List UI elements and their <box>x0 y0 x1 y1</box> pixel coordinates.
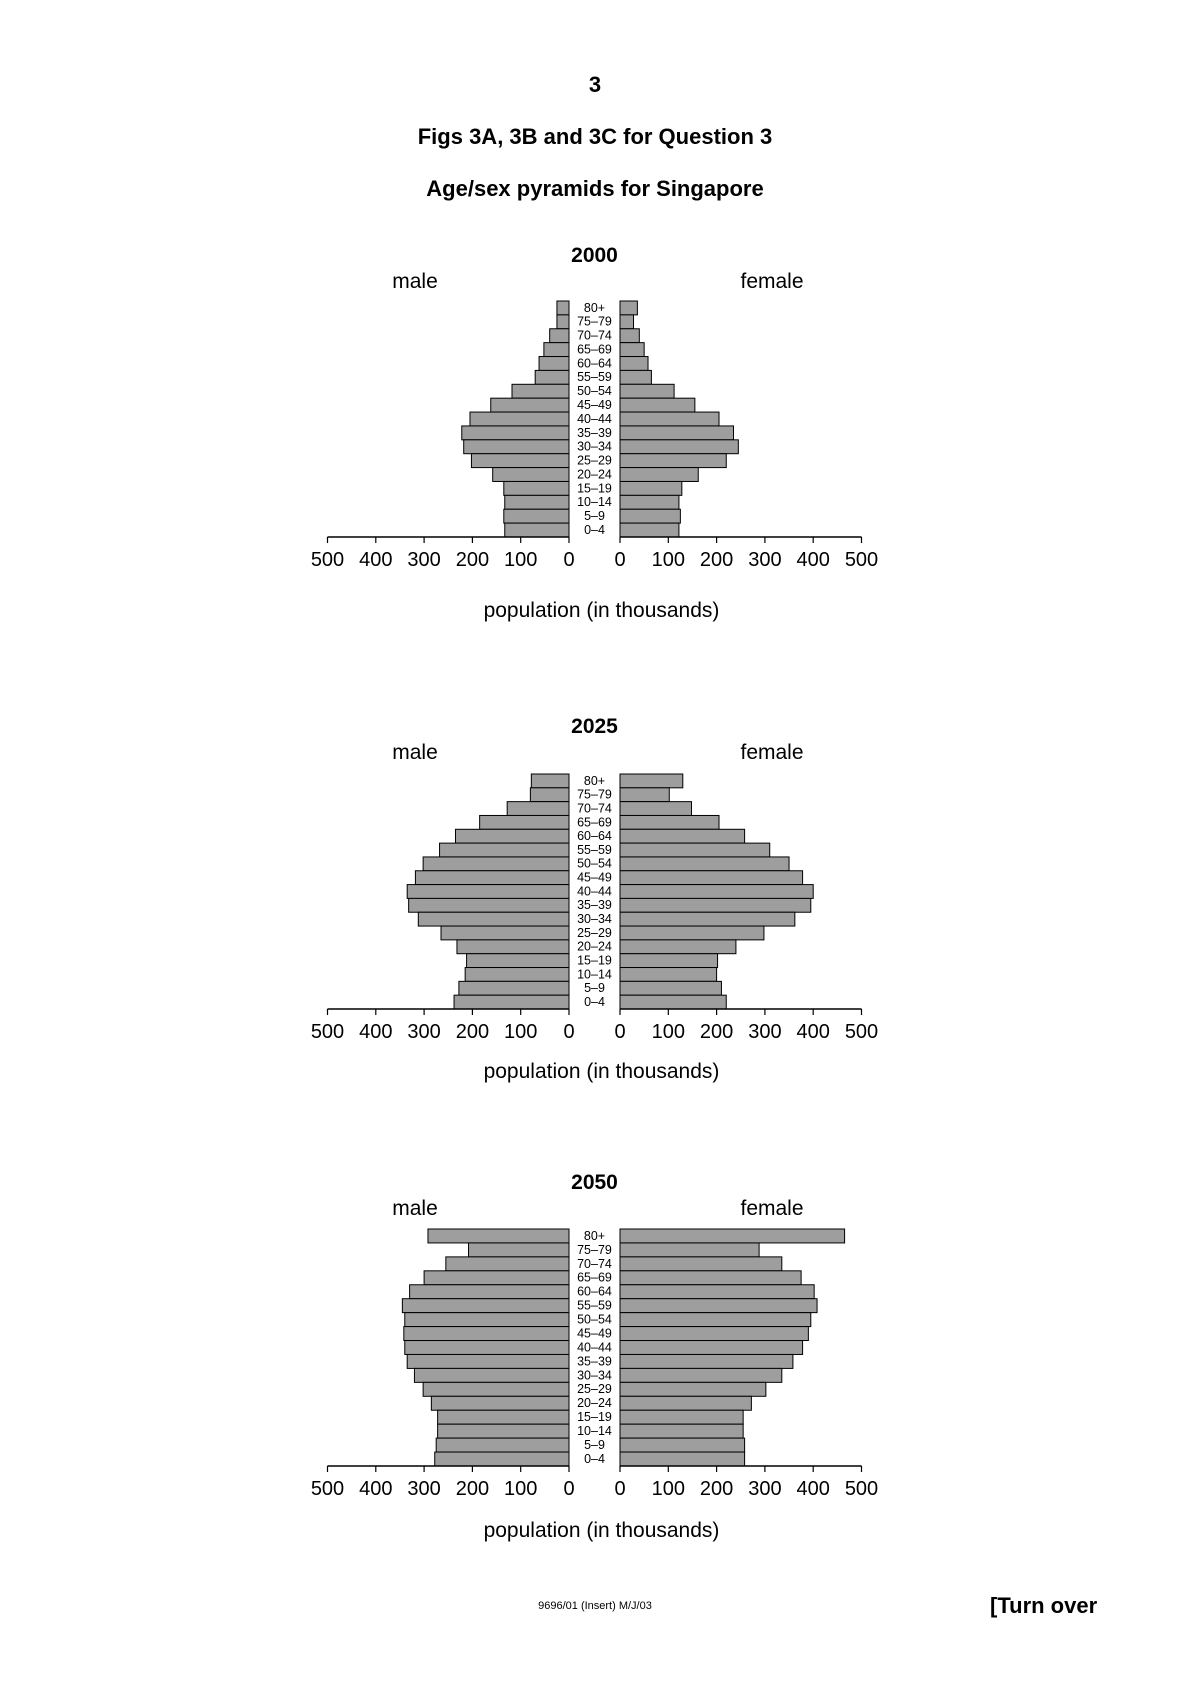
age-group-label: 0–4 <box>584 1451 605 1466</box>
female-bar <box>620 426 734 440</box>
female-bar <box>620 301 637 315</box>
age-group-label: 10–14 <box>577 495 612 510</box>
age-group-label: 70–74 <box>577 328 612 343</box>
x-tick-label: 300 <box>748 1021 782 1043</box>
male-bar <box>493 468 569 482</box>
male-bar <box>557 315 569 329</box>
male-bar <box>428 1229 569 1243</box>
age-group-label: 60–64 <box>577 1284 612 1299</box>
age-group-label: 0–4 <box>584 994 605 1009</box>
female-bar <box>620 384 674 398</box>
female-bar <box>620 940 736 954</box>
female-bar <box>620 1299 817 1313</box>
female-bar <box>620 1229 845 1243</box>
female-bar <box>620 1424 743 1438</box>
female-bar <box>620 481 682 495</box>
age-group-label: 55–59 <box>577 1298 612 1313</box>
x-tick-label: 100 <box>504 1478 538 1500</box>
male-bar <box>438 1410 569 1424</box>
female-bar <box>620 523 679 537</box>
age-group-label: 20–24 <box>577 1396 612 1411</box>
x-tick-label: 0 <box>614 1021 626 1043</box>
age-group-label: 5–9 <box>584 1437 605 1452</box>
age-group-label: 75–79 <box>577 1242 612 1257</box>
age-group-label: 5–9 <box>584 509 605 524</box>
female-bar <box>620 981 721 995</box>
age-group-label: 45–49 <box>577 398 612 413</box>
male-bar <box>405 1313 569 1327</box>
x-tick-label: 200 <box>699 1021 734 1043</box>
x-tick-label: 400 <box>796 549 830 571</box>
footer-code: 9696/01 (Insert) M/J/03 <box>538 1600 652 1612</box>
female-bar <box>620 329 639 343</box>
male-bar <box>418 912 569 926</box>
male-bar <box>539 357 569 371</box>
male-bar <box>405 1341 569 1355</box>
x-tick-label: 400 <box>359 1021 393 1043</box>
age-group-label: 40–44 <box>577 884 612 899</box>
age-group-label: 30–34 <box>577 912 612 927</box>
chart-title: 2000 <box>571 244 618 267</box>
female-bar <box>620 1382 766 1396</box>
x-tick-label: 500 <box>844 1021 879 1043</box>
x-tick-label: 400 <box>359 1478 393 1500</box>
male-bar <box>462 426 569 440</box>
age-group-label: 20–24 <box>577 939 612 954</box>
age-group-label: 50–54 <box>577 856 612 871</box>
age-group-label: 80+ <box>583 773 606 788</box>
female-bar <box>620 1285 814 1299</box>
age-group-label: 40–44 <box>577 1340 612 1355</box>
x-tick-label: 0 <box>563 1478 575 1500</box>
female-bar <box>620 857 789 871</box>
age-group-label: 75–79 <box>577 314 612 329</box>
age-group-label: 65–69 <box>577 815 612 830</box>
female-bar <box>620 357 648 371</box>
age-group-label: 60–64 <box>577 829 612 844</box>
age-group-label: 35–39 <box>577 898 612 913</box>
x-tick-label: 0 <box>614 549 626 571</box>
age-group-label: 15–19 <box>577 1410 612 1425</box>
age-group-label: 55–59 <box>577 842 612 857</box>
age-group-label: 55–59 <box>577 370 612 385</box>
female-bar <box>620 495 679 509</box>
female-bar <box>620 1438 745 1452</box>
male-bar <box>505 523 569 537</box>
age-group-label: 25–29 <box>577 1382 612 1397</box>
female-bar <box>620 315 634 329</box>
female-label: female <box>740 741 804 764</box>
female-bar <box>620 509 680 523</box>
age-group-label: 30–34 <box>577 439 612 454</box>
x-tick-label: 300 <box>407 1021 441 1043</box>
x-tick-label: 200 <box>455 1021 490 1043</box>
female-bar <box>620 440 738 454</box>
female-bar <box>620 954 718 968</box>
female-bar <box>620 343 644 357</box>
male-bar <box>465 968 569 982</box>
male-bar <box>467 954 569 968</box>
female-bar <box>620 1327 808 1341</box>
age-group-label: 30–34 <box>577 1368 612 1383</box>
male-bar <box>470 412 569 426</box>
female-label: female <box>740 1197 804 1220</box>
female-bar <box>620 774 683 788</box>
female-bar <box>620 1368 782 1382</box>
female-bar <box>620 1243 759 1257</box>
x-tick-label: 200 <box>699 1478 734 1500</box>
male-bar <box>410 1285 569 1299</box>
x-tick-label: 400 <box>796 1021 830 1043</box>
male-bar <box>423 1382 569 1396</box>
female-bar <box>620 468 698 482</box>
age-group-label: 80+ <box>583 1228 606 1243</box>
x-tick-label: 100 <box>651 1478 685 1500</box>
male-bar <box>504 481 569 495</box>
male-bar <box>557 301 569 315</box>
male-bar <box>471 454 569 468</box>
age-group-label: 15–19 <box>577 953 612 968</box>
female-bar <box>620 968 717 982</box>
female-bar <box>620 885 813 899</box>
x-tick-label: 400 <box>796 1478 830 1500</box>
female-bar <box>620 1410 743 1424</box>
female-bar <box>620 1396 751 1410</box>
female-bar <box>620 926 764 940</box>
x-tick-label: 100 <box>504 1021 538 1043</box>
age-group-label: 10–14 <box>577 1424 612 1439</box>
female-bar <box>620 398 695 412</box>
x-tick-label: 400 <box>359 549 393 571</box>
age-group-label: 50–54 <box>577 384 612 399</box>
age-group-label: 10–14 <box>577 967 612 982</box>
x-tick-label: 100 <box>651 549 685 571</box>
male-label: male <box>392 270 438 293</box>
male-bar <box>512 384 569 398</box>
x-tick-label: 100 <box>651 1021 685 1043</box>
female-bar <box>620 1257 782 1271</box>
male-bar <box>407 885 569 899</box>
x-tick-label: 300 <box>407 1478 441 1500</box>
female-bar <box>620 1452 745 1466</box>
male-bar <box>409 898 569 912</box>
age-group-label: 15–19 <box>577 481 612 496</box>
x-tick-label: 200 <box>455 1478 490 1500</box>
age-group-label: 35–39 <box>577 1354 612 1369</box>
x-tick-label: 500 <box>310 1478 345 1500</box>
age-group-label: 25–29 <box>577 453 612 468</box>
age-group-label: 60–64 <box>577 356 612 371</box>
female-bar <box>620 802 691 816</box>
male-bar <box>544 343 569 357</box>
male-bar <box>455 829 569 843</box>
female-bar <box>620 1271 801 1285</box>
female-bar <box>620 829 745 843</box>
male-bar <box>402 1299 569 1313</box>
x-tick-label: 100 <box>504 549 538 571</box>
female-bar <box>620 815 719 829</box>
female-bar <box>620 412 719 426</box>
male-bar <box>531 774 569 788</box>
age-group-label: 0–4 <box>584 522 605 537</box>
age-group-label: 45–49 <box>577 870 612 885</box>
age-group-label: 70–74 <box>577 1256 612 1271</box>
age-group-label: 5–9 <box>584 981 605 996</box>
age-group-label: 65–69 <box>577 1270 612 1285</box>
age-group-label: 45–49 <box>577 1326 612 1341</box>
male-bar <box>407 1354 569 1368</box>
male-bar <box>480 815 569 829</box>
female-bar <box>620 995 726 1009</box>
male-bar <box>404 1327 569 1341</box>
age-group-label: 65–69 <box>577 342 612 357</box>
male-bar <box>440 843 569 857</box>
age-group-label: 20–24 <box>577 467 612 482</box>
x-tick-label: 0 <box>563 549 575 571</box>
age-group-label: 75–79 <box>577 787 612 802</box>
x-tick-label: 500 <box>844 549 879 571</box>
male-bar <box>507 802 569 816</box>
x-tick-label: 0 <box>614 1478 626 1500</box>
male-bar <box>454 995 569 1009</box>
female-bar <box>620 788 669 802</box>
age-group-label: 80+ <box>583 300 606 315</box>
female-label: female <box>740 270 804 293</box>
age-group-label: 50–54 <box>577 1312 612 1327</box>
male-bar <box>464 440 569 454</box>
x-tick-label: 300 <box>748 549 782 571</box>
x-tick-label: 300 <box>407 549 441 571</box>
x-tick-label: 500 <box>844 1478 879 1500</box>
male-bar <box>535 370 569 384</box>
chart-title: 2025 <box>571 715 618 738</box>
male-label: male <box>392 741 438 764</box>
male-bar <box>415 871 569 885</box>
x-axis-title: population (in thousands) <box>483 599 720 622</box>
x-axis-title: population (in thousands) <box>483 1519 720 1542</box>
male-bar <box>504 509 569 523</box>
female-bar <box>620 1341 803 1355</box>
female-bar <box>620 871 803 885</box>
age-group-label: 25–29 <box>577 925 612 940</box>
turn-over-label: [Turn over <box>990 1593 1098 1618</box>
female-bar <box>620 454 726 468</box>
male-bar <box>431 1396 569 1410</box>
male-bar <box>491 398 569 412</box>
male-bar <box>505 495 569 509</box>
male-bar <box>438 1424 569 1438</box>
age-group-label: 40–44 <box>577 411 612 426</box>
male-bar <box>436 1438 569 1452</box>
female-bar <box>620 898 811 912</box>
x-tick-label: 0 <box>563 1021 575 1043</box>
female-bar <box>620 1313 811 1327</box>
female-bar <box>620 370 651 384</box>
x-tick-label: 500 <box>310 549 345 571</box>
age-group-label: 35–39 <box>577 425 612 440</box>
male-bar <box>435 1452 569 1466</box>
male-bar <box>459 981 569 995</box>
chart-title: 2050 <box>571 1171 618 1194</box>
page-number: 3 <box>588 72 602 97</box>
male-bar <box>550 329 569 343</box>
female-bar <box>620 1354 793 1368</box>
x-tick-label: 300 <box>748 1478 782 1500</box>
male-bar <box>423 857 569 871</box>
male-bar <box>441 926 569 940</box>
male-bar <box>469 1243 569 1257</box>
male-label: male <box>392 1197 438 1220</box>
male-bar <box>457 940 569 954</box>
female-bar <box>620 912 795 926</box>
x-tick-label: 200 <box>455 549 490 571</box>
female-bar <box>620 843 770 857</box>
x-tick-label: 200 <box>699 549 734 571</box>
x-tick-label: 500 <box>310 1021 345 1043</box>
male-bar <box>424 1271 569 1285</box>
male-bar <box>530 788 569 802</box>
x-axis-title: population (in thousands) <box>483 1060 720 1083</box>
figure-heading: Figs 3A, 3B and 3C for Question 3 <box>417 124 773 149</box>
age-group-label: 70–74 <box>577 801 612 816</box>
male-bar <box>414 1368 569 1382</box>
male-bar <box>446 1257 569 1271</box>
figure-subheading: Age/sex pyramids for Singapore <box>426 176 764 201</box>
